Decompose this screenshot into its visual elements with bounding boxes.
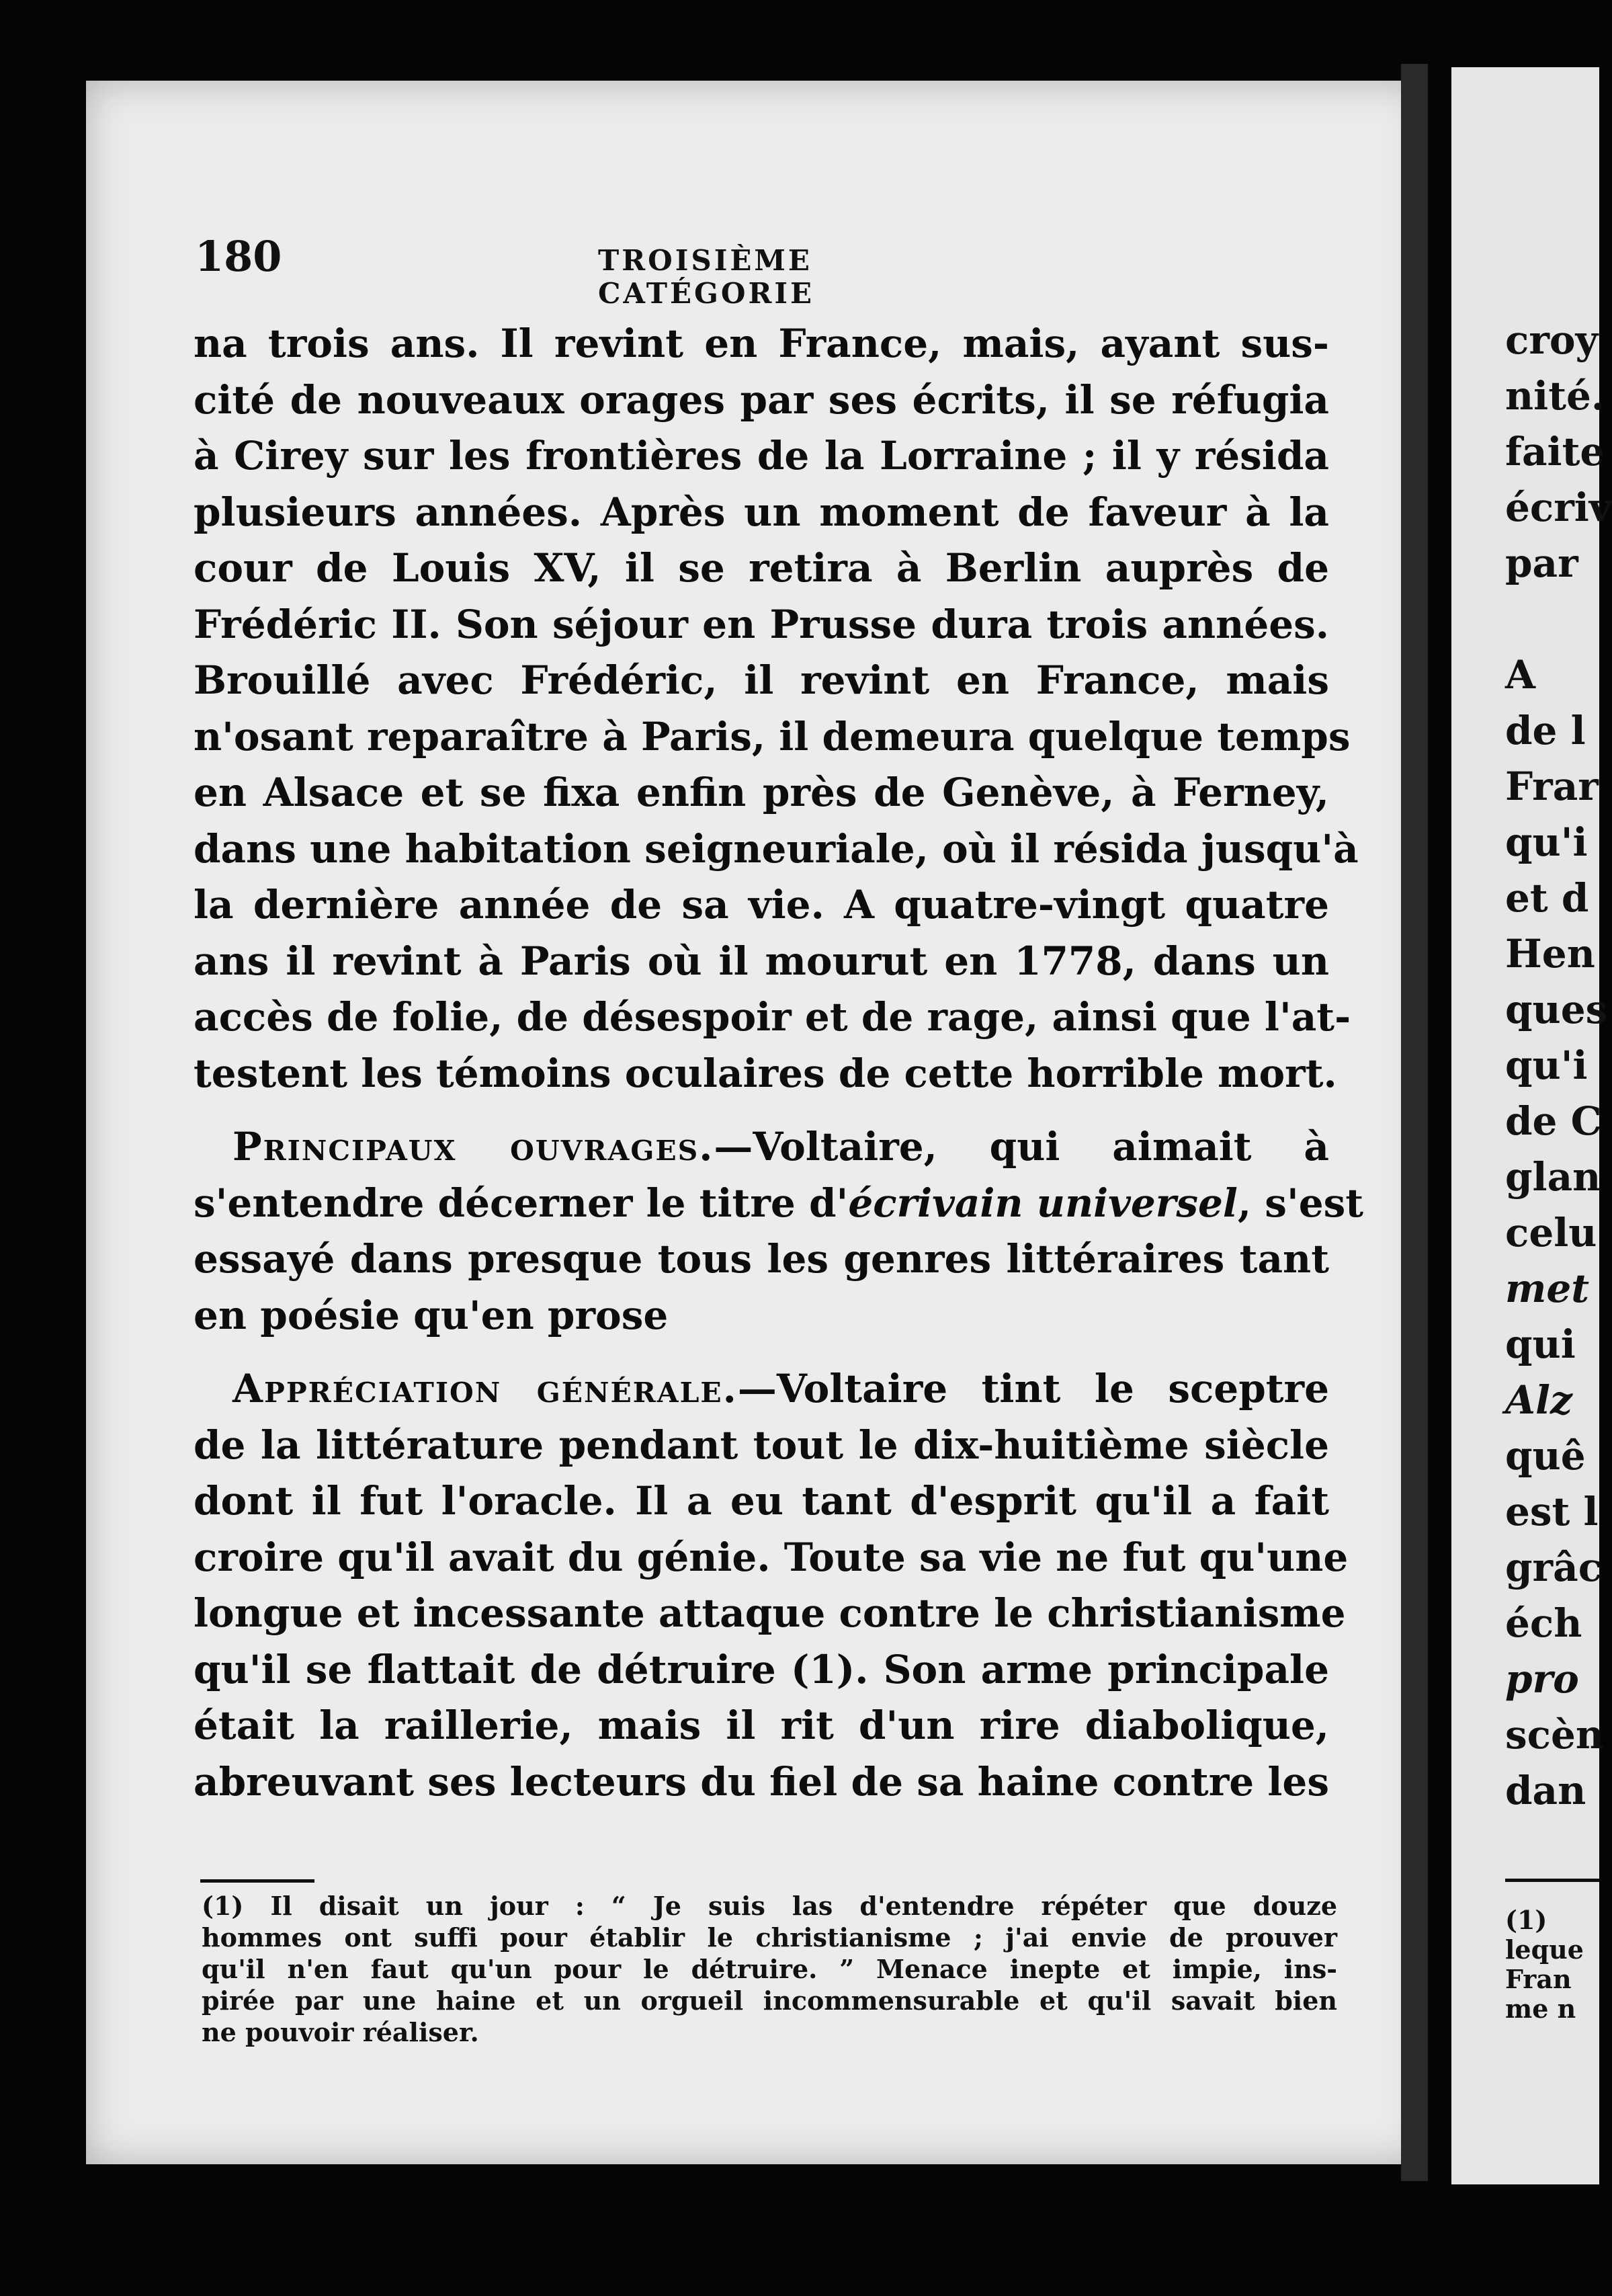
footnote-line: hommes ont suffi pour établir le christianisme ; j'ai envie de prouver bbox=[202, 1922, 1337, 1953]
text-line: testent les témoins oculaires de cette horrible mort. bbox=[194, 1050, 1337, 1096]
adjacent-line: Hen bbox=[1505, 931, 1595, 977]
adjacent-line: pro bbox=[1505, 1656, 1579, 1702]
footnote-line: qu'il n'en faut qu'un pour le détruire. ” Menace inepte et impie, ins- bbox=[202, 1954, 1337, 1984]
text-line: en poésie qu'en prose bbox=[194, 1292, 669, 1338]
text-line: accès de folie, de désespoir et de rage, ainsi que l'at- bbox=[194, 994, 1351, 1040]
adjacent-line bbox=[1505, 591, 1612, 647]
footnote-line: ne pouvoir réaliser. bbox=[202, 2017, 479, 2047]
footnote-line: (1) Il disait un jour : “ Je suis las d'entendre répéter que douze bbox=[202, 1891, 1337, 1921]
adjacent-line: qui bbox=[1505, 1321, 1576, 1367]
text-line: croire qu'il avait du génie. Toute sa vie ne fut qu'une bbox=[194, 1534, 1349, 1580]
text-line bbox=[194, 1361, 1329, 1418]
text-line: était la raillerie, mais il rit d'un rire diabolique, bbox=[194, 1703, 1329, 1748]
adjacent-line: de C bbox=[1505, 1098, 1602, 1144]
adjacent-page-text bbox=[1505, 313, 1612, 1819]
text-fragment: —Voltaire, qui aimait à bbox=[714, 1124, 1329, 1170]
adjacent-line: Frar bbox=[1505, 764, 1599, 809]
adjacent-line: met bbox=[1505, 1266, 1590, 1311]
text-line: na trois ans. Il revint en France, mais, ayant sus- bbox=[194, 321, 1329, 366]
page-number: 180 bbox=[195, 232, 282, 281]
body-text bbox=[194, 316, 1364, 1810]
text-line: longue et incessante attaque contre le christianisme bbox=[194, 1590, 1346, 1636]
adjacent-line: et d bbox=[1505, 875, 1589, 921]
text-line: Frédéric II. Son séjour en Prusse dura trois années. bbox=[194, 601, 1329, 647]
page-header bbox=[195, 232, 1021, 310]
adjacent-line: par bbox=[1505, 540, 1578, 586]
text-line: la dernière année de sa vie. A quatre-vingt quatre bbox=[194, 882, 1329, 928]
text-fragment: , s'est bbox=[1237, 1180, 1364, 1226]
adjacent-line: quê bbox=[1505, 1433, 1586, 1479]
text-line bbox=[194, 1176, 1364, 1232]
adjacent-line: éch bbox=[1505, 1600, 1582, 1646]
text-line: cour de Louis XV, il se retira à Berlin auprès de bbox=[194, 545, 1329, 591]
adjacent-footnote-line: me n bbox=[1505, 1994, 1576, 2024]
text-line: abreuvant ses lecteurs du fiel de sa haine contre les bbox=[194, 1758, 1329, 1805]
text-fragment: s'entendre décerner le titre d' bbox=[194, 1180, 849, 1226]
text-line: dans une habitation seigneuriale, où il résida jusqu'à bbox=[194, 825, 1359, 872]
adjacent-line: faite bbox=[1505, 429, 1605, 475]
page-gutter-shadow bbox=[1401, 64, 1428, 2181]
adjacent-line: qu'i bbox=[1505, 1042, 1588, 1088]
adjacent-line: qu'i bbox=[1505, 819, 1588, 865]
text-line: Brouillé avec Frédéric, il revint en France, mais bbox=[194, 657, 1329, 703]
text-line bbox=[194, 1119, 1329, 1176]
adjacent-line: nité. bbox=[1505, 373, 1605, 419]
adjacent-line: A bbox=[1505, 652, 1536, 698]
text-line: de la littérature pendant tout le dix-huitième siècle bbox=[194, 1422, 1329, 1468]
adjacent-line: grâc bbox=[1505, 1545, 1603, 1590]
adjacent-footnote-line: leque bbox=[1505, 1934, 1584, 1965]
text-line: à Cirey sur les frontières de la Lorraine ; il y résida bbox=[194, 433, 1329, 479]
adjacent-footnote-rule bbox=[1505, 1879, 1599, 1882]
paragraph-appreciation bbox=[194, 1361, 1349, 1810]
adjacent-line: scèn bbox=[1505, 1712, 1605, 1758]
section-heading-appreciation: Appréciation générale. bbox=[232, 1366, 738, 1411]
adjacent-line: écriv bbox=[1505, 485, 1612, 530]
text-line: essayé dans presque tous les genres littéraires tant bbox=[194, 1236, 1329, 1282]
adjacent-line: glan bbox=[1505, 1154, 1601, 1200]
adjacent-line: ques bbox=[1505, 987, 1608, 1032]
adjacent-line: de l bbox=[1505, 708, 1586, 753]
text-line: n'osant reparaître à Paris, il demeura quelque temps bbox=[194, 713, 1351, 760]
text-fragment: —Voltaire tint le sceptre bbox=[737, 1366, 1329, 1411]
section-heading-works: Principaux ouvrages. bbox=[232, 1124, 714, 1170]
footnote-rule bbox=[200, 1879, 314, 1883]
adjacent-line: dan bbox=[1505, 1768, 1586, 1813]
adjacent-line: est l bbox=[1505, 1489, 1599, 1534]
paragraph-biography bbox=[194, 316, 1359, 1102]
text-line: qu'il se flattait de détruire (1). Son arme principale bbox=[194, 1646, 1329, 1692]
text-line: cité de nouveaux orages par ses écrits, il se réfugia bbox=[194, 376, 1329, 423]
adjacent-page-footnote bbox=[1505, 1905, 1584, 2024]
adjacent-line: Alz bbox=[1505, 1377, 1572, 1423]
adjacent-line: croy bbox=[1505, 317, 1599, 363]
text-line: ans il revint à Paris où il mourut en 1778, dans un bbox=[194, 938, 1329, 984]
italic-phrase: écrivain universel bbox=[848, 1180, 1238, 1226]
text-line: plusieurs années. Après un moment de faveur à la bbox=[194, 489, 1329, 535]
footnote bbox=[202, 1890, 1337, 2048]
adjacent-footnote-line: (1) bbox=[1505, 1905, 1547, 1935]
adjacent-footnote-line: Fran bbox=[1505, 1964, 1572, 1994]
paragraph-works bbox=[194, 1119, 1364, 1344]
running-head: TROISIÈME CATÉGORIE bbox=[598, 244, 815, 310]
text-line: en Alsace et se fixa enfin près de Genève, à Ferney, bbox=[194, 770, 1329, 815]
adjacent-line: celu bbox=[1505, 1210, 1597, 1256]
text-line: dont il fut l'oracle. Il a eu tant d'esprit qu'il a fait bbox=[194, 1478, 1329, 1524]
footnote-line: pirée par une haine et un orgueil incommensurable et qu'il savait bien bbox=[202, 1985, 1337, 2016]
